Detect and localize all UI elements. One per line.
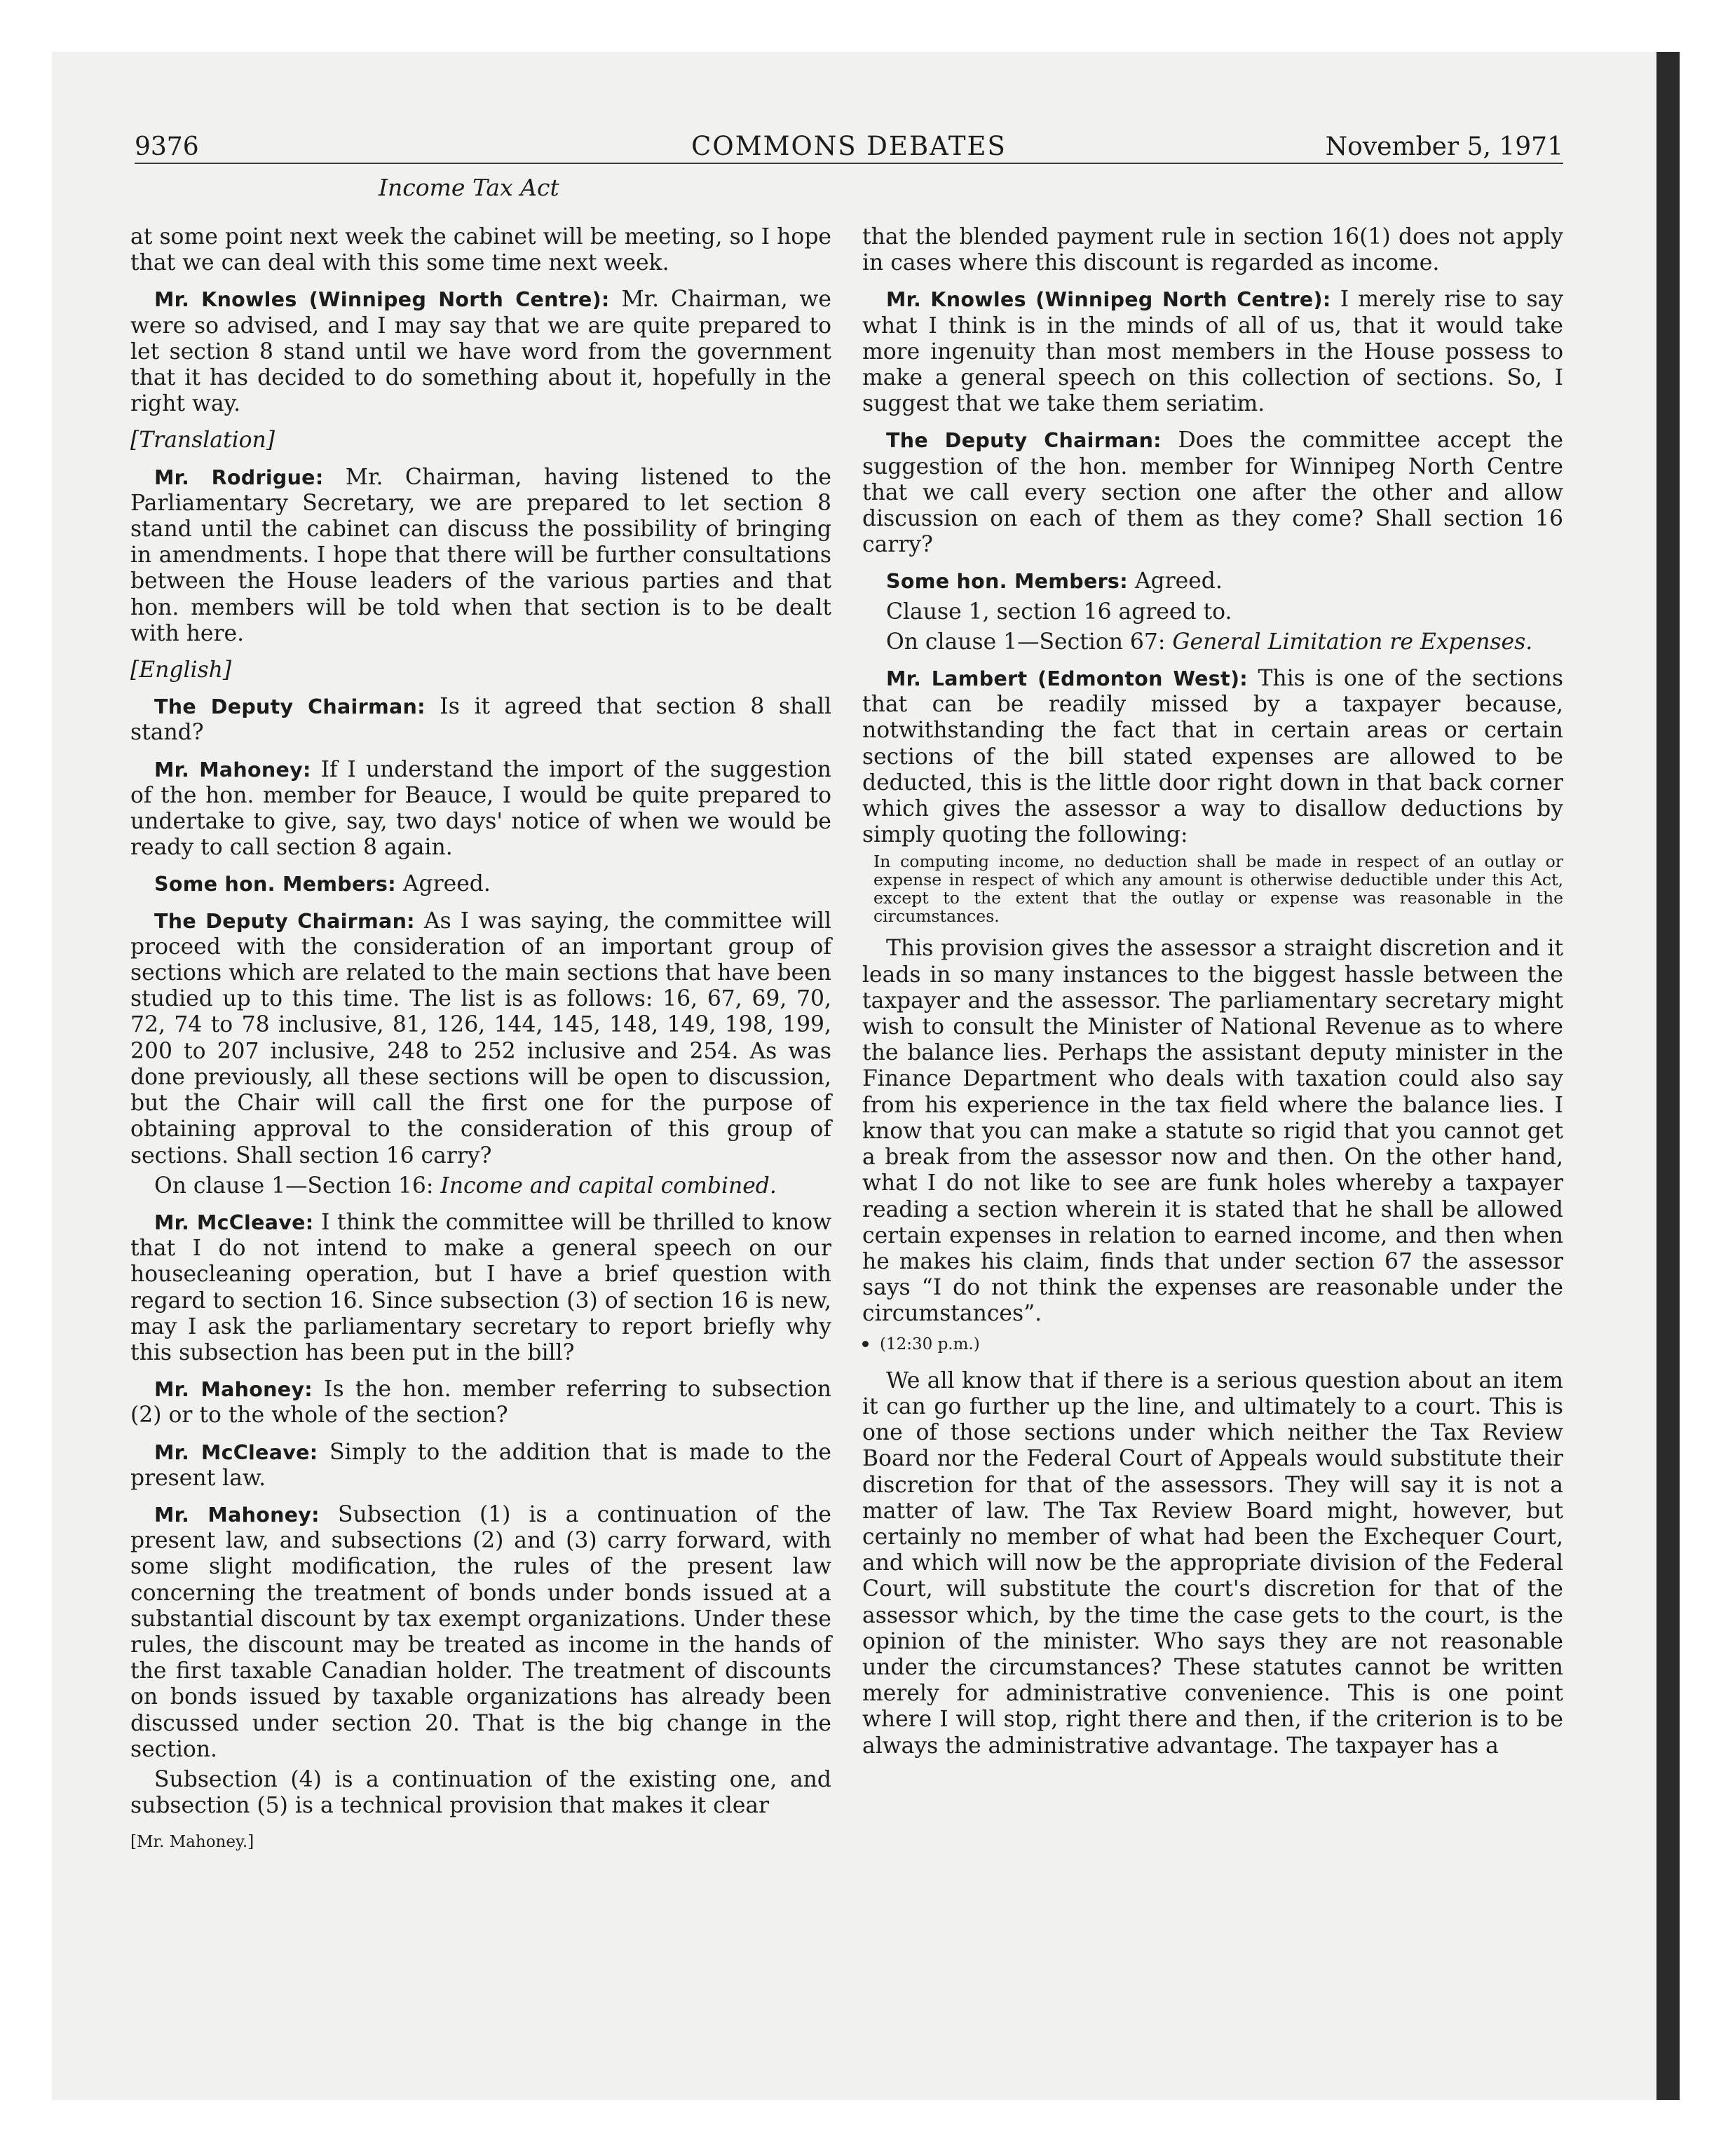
speaker-name: Mr. McCleave:	[154, 1440, 318, 1464]
speech	[130, 1377, 831, 1428]
speech	[130, 1440, 831, 1492]
speech	[130, 1502, 831, 1763]
speech-text: Is it agreed that section 8 shall stand?	[130, 694, 831, 746]
speech-text: Is the hon. member referring to subsection (2) or to the whole of the section?	[130, 1377, 831, 1428]
speaker-name: The Deputy Chairman:	[154, 909, 415, 933]
speaker-name: Mr. Mahoney:	[154, 1378, 313, 1402]
time-stamp	[862, 1332, 1563, 1358]
speech	[130, 694, 831, 746]
speech	[130, 287, 831, 417]
paragraph: that the blended payment rule in section 16(1) does not apply in cases where this discount is regarded as income.	[862, 224, 1563, 276]
statute-quote: In computing income, no deduction shall be made in respect of an outlay or expense in respect of which any amount is otherwise deductible under this Act, except to the extent that the outlay or expense was reasonable in the circumstances.	[873, 852, 1563, 927]
speaker-name: Mr. Lambert (Edmonton West):	[886, 667, 1248, 691]
speech	[862, 568, 1563, 594]
speech	[862, 428, 1563, 558]
speech	[130, 757, 831, 861]
speech-text: I merely rise to say what I think is in the minds of all of us, that it would take more ingenuity than most members in the House possess to make a general speech on this collection of sections. So, I suggest that we take them seriatim.	[862, 287, 1564, 417]
speech-text: Mr. Chairman, we were so advised, and I may say that we are quite prepared to let section 8 stand until we have word from the government that it has decided to do something about it, hopefully in the right way.	[130, 287, 831, 417]
speaker-name: Some hon. Members:	[886, 570, 1128, 594]
paragraph: We all know that if there is a serious question about an item it can go further up the line, and ultimately to a court. This is one of those sections under which neither the Tax Review Board nor the Federal Court of Appeals would substitute their discretion for that of the assessors. They will say it is not a matter of law. The Tax Review Board might, however, but certainly no member of what had been the Exchequer Court, and which will now be the appropriate division of the Federal Court, will substitute the court's discretion for that of the assessor which, by the time the case gets to the court, is the opinion of the minister. Who says they are not reasonable under the circumstances? These statutes cannot be written merely for administrative convenience. This is one point where I will stop, right there and then, if the criterion is to be always the administrative advantage. The taxpayer has a	[862, 1367, 1563, 1759]
paragraph: Subsection (4) is a continuation of the existing one, and subsection (5) is a technical provision that makes it clear	[130, 1766, 831, 1819]
bullet-icon	[862, 1341, 869, 1347]
speech	[862, 287, 1563, 417]
speech	[130, 871, 831, 897]
speaker-name: Mr. Knowles (Winnipeg North Centre):	[886, 288, 1331, 312]
publication-title: COMMONS DEBATES	[691, 131, 1007, 161]
speech-text: Subsection (1) is a continuation of the present law, and subsections (2) and (3) carry forward, with some slight modification, the rules of the present law concerning the treatment of bonds under bonds issued at a substantial discount by tax exempt organizations. Under these rules, the discount may be treated as income in the hands of the first taxable Canadian holder. The treatment of discounts on bonds issued by taxable organizations has already been discussed under section 20. That is the big change in the section.	[130, 1501, 831, 1762]
speech-text: I think the committee will be thrilled to know that I do not intend to make a general speech on our housecleaning operation, but I have a brief question with regard to section 16. Since subsection (3) of section 16 is new, may I ask the parliamentary secretary to report briefly why this subsection has been put in the bill?	[130, 1209, 831, 1365]
language-tag: [English]	[130, 657, 232, 683]
page-header	[135, 132, 1563, 164]
clause-heading	[862, 629, 1563, 655]
speaker-name: Mr. Mahoney:	[154, 758, 311, 782]
speech-text: This is one of the sections that can be readily missed by a taxpayer because, notwithstanding the fact that in certain areas or certain sections of the bill stated expenses are allowed to be deducted, this is the little door right down in that back corner which gives the assessor a way to disallow deductions by simply quoting the following:	[862, 666, 1563, 848]
speech-text: Agreed.	[1127, 568, 1223, 594]
paragraph: at some point next week the cabinet will be meeting, so I hope that we can deal with this some time next week.	[130, 224, 831, 276]
clause-title: Income and capital combined.	[440, 1173, 777, 1199]
page-number: 9376	[135, 132, 199, 161]
time-text: (12:30 p.m.)	[880, 1335, 980, 1353]
scan-edge-bar	[1656, 52, 1680, 2100]
left-column	[130, 224, 831, 1867]
paragraph: This provision gives the assessor a straight discretion and it leads in so many instances to the biggest hassle between the taxpayer and the assessor. The parliamentary secretary might wish to consult the Minister of National Revenue as to where the balance lies. Perhaps the assistant deputy minister in the Finance Department who deals with taxation could also say from his experience in the tax field where the balance lies. I know that you can make a statute so rigid that you cannot get a break from the assessor now and then. On the other hand, what I do not like to see are funk holes whereby a taxpayer reading a section wherein it is stated that he shall be allowed certain expenses in relation to earned income, and then when he makes his claim, finds that under section 67 the assessor says “I do not think the expenses are reasonable under the circumstances”.	[862, 936, 1563, 1327]
speech	[130, 1210, 831, 1366]
speech-text: Does the committee accept the suggestion of the hon. member for Winnipeg North Centre that we call every section one after the other and allow discussion on each of them as they come? Shall section 16 carry?	[862, 428, 1563, 558]
speech	[862, 666, 1563, 848]
speaker-name: Some hon. Members:	[154, 873, 396, 896]
speech-text: Simply to the addition that is made to the present law.	[130, 1439, 832, 1491]
clause-title: General Limitation re Expenses.	[1172, 629, 1533, 655]
speaker-name: Mr. McCleave:	[154, 1210, 314, 1234]
speaker-name: The Deputy Chairman:	[886, 429, 1162, 453]
language-tag: [Translation]	[130, 428, 275, 453]
right-column	[862, 224, 1563, 1770]
speaker-name: Mr. Knowles (Winnipeg North Centre):	[154, 288, 610, 312]
clause-text: On clause 1—Section 16:	[154, 1173, 441, 1199]
clause-text: On clause 1—Section 67:	[886, 629, 1173, 655]
paragraph: Clause 1, section 16 agreed to.	[886, 599, 1232, 625]
speech	[130, 908, 831, 1169]
header-date: November 5, 1971	[1325, 132, 1563, 161]
clause-heading	[130, 1173, 831, 1199]
speech	[130, 465, 831, 647]
speech-text: Mr. Chairman, having listened to the Parliamentary Secretary, we are prepared to let section 8 stand until the cabinet can discuss the possibility of bringing in amendments. I hope that there will be further consultations between the House leaders of the various parties and that hon. members will be told when that section is to be dealt with here.	[130, 464, 831, 646]
speech-text: If I understand the import of the suggestion of the hon. member for Beauce, I would be quite prepared to undertake to give, say, two days' notice of when we would be ready to call section 8 again.	[130, 756, 832, 861]
speaker-name: Mr. Mahoney:	[154, 1503, 320, 1527]
running-title: Income Tax Act	[379, 174, 559, 201]
speaker-name: Mr. Rodrigue:	[154, 465, 324, 489]
speaker-name: The Deputy Chairman:	[154, 695, 426, 719]
speech-text: Agreed.	[395, 871, 491, 897]
speech-text: As I was saying, the committee will proceed with the consideration of an important group of sections which are related to the main sections that have been studied up to this time. The list is as follows: 16, 67, 69, 70, 72, 74 to 78 inclusive, 81, 126, 144, 145, 148, 149, 198, 199, 200 to 207 inclusive, 248 to 252 inclusive and 254. As was done previously, all these sections will be open to discussion, but the Chair will call the first one for the purpose of obtaining approval to the consideration of this group of sections. Shall section 16 carry?	[130, 908, 831, 1168]
page-footer: [Mr. Mahoney.]	[130, 1833, 254, 1852]
